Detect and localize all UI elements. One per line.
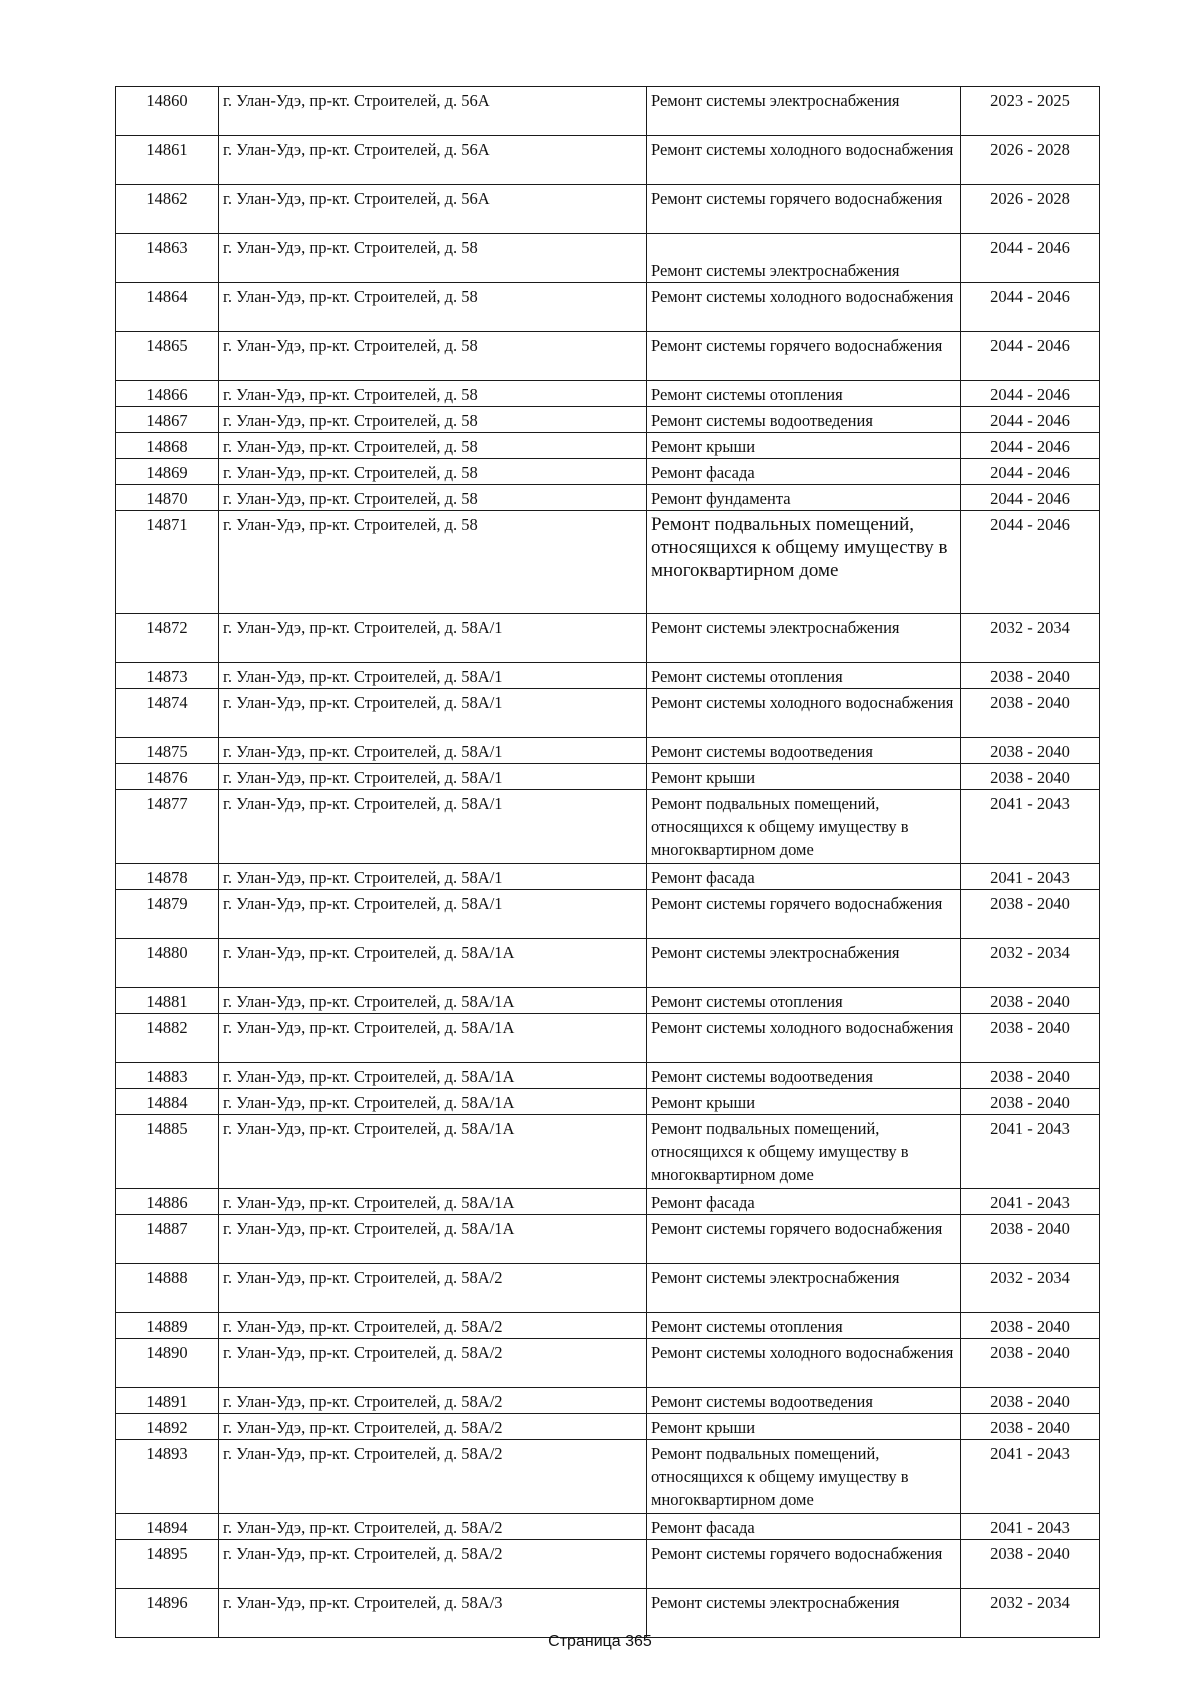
row-work-type: Ремонт системы электроснабжения: [647, 614, 961, 663]
row-work-type: Ремонт системы электроснабжения: [647, 234, 961, 283]
row-period: 2023 - 2025: [961, 87, 1100, 136]
row-work-type: Ремонт фундамента: [647, 485, 961, 511]
table-row: [116, 1063, 1100, 1089]
table-row: [116, 764, 1100, 790]
table-body: [116, 87, 1100, 1638]
row-address: г. Улан-Удэ, пр-кт. Строителей, д. 58А/1А: [219, 1014, 647, 1063]
table-row: [116, 1339, 1100, 1388]
table-row: [116, 433, 1100, 459]
row-work-type: Ремонт фасада: [647, 864, 961, 890]
row-period: 2038 - 2040: [961, 764, 1100, 790]
row-address: г. Улан-Удэ, пр-кт. Строителей, д. 58А/1А: [219, 988, 647, 1014]
row-number: 14883: [116, 1063, 219, 1089]
row-period: 2038 - 2040: [961, 1414, 1100, 1440]
row-number: 14873: [116, 663, 219, 689]
table-row: [116, 939, 1100, 988]
row-address: г. Улан-Удэ, пр-кт. Строителей, д. 58А/1А: [219, 939, 647, 988]
row-work-type: Ремонт крыши: [647, 1414, 961, 1440]
row-number: 14895: [116, 1540, 219, 1589]
row-work-type: Ремонт системы водоотведения: [647, 738, 961, 764]
row-period: 2044 - 2046: [961, 381, 1100, 407]
page-number: Страница 365: [548, 1633, 652, 1650]
row-work-type: Ремонт системы холодного водоснабжения: [647, 689, 961, 738]
row-number: 14877: [116, 790, 219, 864]
row-period: 2044 - 2046: [961, 433, 1100, 459]
row-period: 2038 - 2040: [961, 1388, 1100, 1414]
row-period: 2044 - 2046: [961, 511, 1100, 614]
row-address: г. Улан-Удэ, пр-кт. Строителей, д. 58А/1: [219, 790, 647, 864]
table-row: [116, 790, 1100, 864]
row-number: 14892: [116, 1414, 219, 1440]
row-number: 14881: [116, 988, 219, 1014]
row-number: 14865: [116, 332, 219, 381]
row-period: 2032 - 2034: [961, 1264, 1100, 1313]
row-period: 2026 - 2028: [961, 185, 1100, 234]
table-row: [116, 1189, 1100, 1215]
table-row: [116, 1014, 1100, 1063]
row-address: г. Улан-Удэ, пр-кт. Строителей, д. 58А/2: [219, 1540, 647, 1589]
row-work-type: Ремонт системы горячего водоснабжения: [647, 890, 961, 939]
row-work-type: Ремонт системы электроснабжения: [647, 1589, 961, 1638]
row-number: 14894: [116, 1514, 219, 1540]
row-address: г. Улан-Удэ, пр-кт. Строителей, д. 58А/2: [219, 1514, 647, 1540]
table-row: [116, 738, 1100, 764]
row-number: 14867: [116, 407, 219, 433]
row-number: 14869: [116, 459, 219, 485]
row-period: 2044 - 2046: [961, 485, 1100, 511]
row-work-type: Ремонт системы горячего водоснабжения: [647, 1540, 961, 1589]
row-number: 14891: [116, 1388, 219, 1414]
row-address: г. Улан-Удэ, пр-кт. Строителей, д. 58А/2: [219, 1388, 647, 1414]
row-address: г. Улан-Удэ, пр-кт. Строителей, д. 58А/1: [219, 864, 647, 890]
table-row: [116, 988, 1100, 1014]
row-address: г. Улан-Удэ, пр-кт. Строителей, д. 58А/1: [219, 663, 647, 689]
table-row: [116, 1440, 1100, 1514]
table-row: [116, 407, 1100, 433]
row-number: 14890: [116, 1339, 219, 1388]
row-work-type: Ремонт фасада: [647, 1189, 961, 1215]
row-work-type: Ремонт подвальных помещений, относящихся к общему имуществу в многоквартирном доме: [647, 1115, 961, 1189]
row-address: г. Улан-Удэ, пр-кт. Строителей, д. 58А/1: [219, 764, 647, 790]
row-address: г. Улан-Удэ, пр-кт. Строителей, д. 58: [219, 381, 647, 407]
table-row: [116, 1313, 1100, 1339]
row-work-type: Ремонт крыши: [647, 764, 961, 790]
row-number: 14860: [116, 87, 219, 136]
row-period: 2044 - 2046: [961, 234, 1100, 283]
row-address: г. Улан-Удэ, пр-кт. Строителей, д. 58: [219, 283, 647, 332]
row-number: 14861: [116, 136, 219, 185]
row-period: 2044 - 2046: [961, 332, 1100, 381]
row-address: г. Улан-Удэ, пр-кт. Строителей, д. 58А/3: [219, 1589, 647, 1638]
row-work-type: Ремонт подвальных помещений, относящихся к общему имуществу в многоквартирном доме: [647, 511, 961, 614]
table-row: [116, 511, 1100, 614]
row-number: 14884: [116, 1089, 219, 1115]
row-number: 14896: [116, 1589, 219, 1638]
row-period: 2041 - 2043: [961, 864, 1100, 890]
row-address: г. Улан-Удэ, пр-кт. Строителей, д. 58: [219, 332, 647, 381]
table-row: [116, 1115, 1100, 1189]
table-row: [116, 614, 1100, 663]
row-address: г. Улан-Удэ, пр-кт. Строителей, д. 58: [219, 459, 647, 485]
row-number: 14887: [116, 1215, 219, 1264]
row-number: 14885: [116, 1115, 219, 1189]
row-address: г. Улан-Удэ, пр-кт. Строителей, д. 58А/2: [219, 1264, 647, 1313]
row-work-type: Ремонт системы холодного водоснабжения: [647, 1339, 961, 1388]
row-address: г. Улан-Удэ, пр-кт. Строителей, д. 58А/1А: [219, 1063, 647, 1089]
row-address: г. Улан-Удэ, пр-кт. Строителей, д. 58А/2: [219, 1414, 647, 1440]
row-number: 14886: [116, 1189, 219, 1215]
row-address: г. Улан-Удэ, пр-кт. Строителей, д. 56А: [219, 185, 647, 234]
row-number: 14880: [116, 939, 219, 988]
row-period: 2038 - 2040: [961, 1215, 1100, 1264]
row-period: 2044 - 2046: [961, 459, 1100, 485]
row-work-type: Ремонт системы горячего водоснабжения: [647, 185, 961, 234]
row-work-type: Ремонт системы отопления: [647, 381, 961, 407]
row-work-type: Ремонт крыши: [647, 433, 961, 459]
row-address: г. Улан-Удэ, пр-кт. Строителей, д. 58: [219, 433, 647, 459]
table-row: [116, 87, 1100, 136]
row-address: г. Улан-Удэ, пр-кт. Строителей, д. 58: [219, 407, 647, 433]
table-row: [116, 234, 1100, 283]
row-period: 2038 - 2040: [961, 1063, 1100, 1089]
row-work-type: Ремонт системы отопления: [647, 988, 961, 1014]
row-period: 2041 - 2043: [961, 1189, 1100, 1215]
row-address: г. Улан-Удэ, пр-кт. Строителей, д. 58А/1А: [219, 1215, 647, 1264]
row-work-type: Ремонт подвальных помещений, относящихся к общему имуществу в многоквартирном доме: [647, 790, 961, 864]
row-work-type: Ремонт системы водоотведения: [647, 1063, 961, 1089]
row-work-type: Ремонт системы электроснабжения: [647, 1264, 961, 1313]
table-row: [116, 1388, 1100, 1414]
row-period: 2041 - 2043: [961, 1115, 1100, 1189]
row-number: 14882: [116, 1014, 219, 1063]
table-row: [116, 185, 1100, 234]
row-address: г. Улан-Удэ, пр-кт. Строителей, д. 58: [219, 485, 647, 511]
row-address: г. Улан-Удэ, пр-кт. Строителей, д. 58А/1А: [219, 1089, 647, 1115]
row-period: 2038 - 2040: [961, 738, 1100, 764]
table-row: [116, 1540, 1100, 1589]
row-number: 14871: [116, 511, 219, 614]
row-period: 2038 - 2040: [961, 1313, 1100, 1339]
row-work-type: Ремонт системы отопления: [647, 1313, 961, 1339]
row-number: 14866: [116, 381, 219, 407]
row-period: 2044 - 2046: [961, 407, 1100, 433]
row-period: 2038 - 2040: [961, 1089, 1100, 1115]
table-row: [116, 1215, 1100, 1264]
table-row: [116, 1514, 1100, 1540]
table-row: [116, 136, 1100, 185]
row-number: 14889: [116, 1313, 219, 1339]
row-period: 2038 - 2040: [961, 890, 1100, 939]
row-number: 14874: [116, 689, 219, 738]
row-period: 2038 - 2040: [961, 1014, 1100, 1063]
row-number: 14870: [116, 485, 219, 511]
row-work-type: Ремонт фасада: [647, 459, 961, 485]
row-address: г. Улан-Удэ, пр-кт. Строителей, д. 58А/2: [219, 1440, 647, 1514]
row-address: г. Улан-Удэ, пр-кт. Строителей, д. 56А: [219, 136, 647, 185]
row-work-type: Ремонт системы холодного водоснабжения: [647, 283, 961, 332]
row-address: г. Улан-Удэ, пр-кт. Строителей, д. 58А/1: [219, 738, 647, 764]
row-period: 2032 - 2034: [961, 614, 1100, 663]
row-address: г. Улан-Удэ, пр-кт. Строителей, д. 58А/2: [219, 1313, 647, 1339]
row-period: 2041 - 2043: [961, 790, 1100, 864]
row-work-type: Ремонт системы водоотведения: [647, 407, 961, 433]
row-address: г. Улан-Удэ, пр-кт. Строителей, д. 58А/1А: [219, 1115, 647, 1189]
row-work-type: Ремонт подвальных помещений, относящихся к общему имуществу в многоквартирном доме: [647, 1440, 961, 1514]
row-work-type: Ремонт системы электроснабжения: [647, 939, 961, 988]
row-number: 14879: [116, 890, 219, 939]
table-row: [116, 689, 1100, 738]
row-work-type: Ремонт системы холодного водоснабжения: [647, 1014, 961, 1063]
row-number: 14893: [116, 1440, 219, 1514]
repair-schedule-table: [115, 86, 1100, 1638]
row-work-type: Ремонт фасада: [647, 1514, 961, 1540]
table-row: [116, 485, 1100, 511]
table-row: [116, 283, 1100, 332]
row-address: г. Улан-Удэ, пр-кт. Строителей, д. 58: [219, 234, 647, 283]
row-work-type: Ремонт системы отопления: [647, 663, 961, 689]
table-row: [116, 864, 1100, 890]
row-address: г. Улан-Удэ, пр-кт. Строителей, д. 58: [219, 511, 647, 614]
row-number: 14863: [116, 234, 219, 283]
table-row: [116, 890, 1100, 939]
row-address: г. Улан-Удэ, пр-кт. Строителей, д. 58А/1: [219, 890, 647, 939]
row-period: 2038 - 2040: [961, 988, 1100, 1014]
row-number: 14864: [116, 283, 219, 332]
row-address: г. Улан-Удэ, пр-кт. Строителей, д. 58А/1: [219, 614, 647, 663]
row-work-type: Ремонт крыши: [647, 1089, 961, 1115]
row-period: 2038 - 2040: [961, 1339, 1100, 1388]
row-number: 14872: [116, 614, 219, 663]
row-period: 2032 - 2034: [961, 1589, 1100, 1638]
row-period: 2038 - 2040: [961, 663, 1100, 689]
row-number: 14875: [116, 738, 219, 764]
row-period: 2041 - 2043: [961, 1440, 1100, 1514]
row-address: г. Улан-Удэ, пр-кт. Строителей, д. 58А/1: [219, 689, 647, 738]
row-address: г. Улан-Удэ, пр-кт. Строителей, д. 58А/1А: [219, 1189, 647, 1215]
table-row: [116, 1264, 1100, 1313]
table-row: [116, 332, 1100, 381]
row-work-type: Ремонт системы водоотведения: [647, 1388, 961, 1414]
row-work-type: Ремонт системы электроснабжения: [647, 87, 961, 136]
table-row: [116, 1589, 1100, 1638]
row-number: 14888: [116, 1264, 219, 1313]
row-address: г. Улан-Удэ, пр-кт. Строителей, д. 56А: [219, 87, 647, 136]
table-row: [116, 1089, 1100, 1115]
row-address: г. Улан-Удэ, пр-кт. Строителей, д. 58А/2: [219, 1339, 647, 1388]
row-work-type: Ремонт системы горячего водоснабжения: [647, 332, 961, 381]
table-row: [116, 381, 1100, 407]
row-number: 14878: [116, 864, 219, 890]
row-period: 2038 - 2040: [961, 1540, 1100, 1589]
row-number: 14868: [116, 433, 219, 459]
table-row: [116, 459, 1100, 485]
row-work-type: Ремонт системы горячего водоснабжения: [647, 1215, 961, 1264]
row-work-type: Ремонт системы холодного водоснабжения: [647, 136, 961, 185]
row-number: 14876: [116, 764, 219, 790]
row-period: 2044 - 2046: [961, 283, 1100, 332]
row-period: 2026 - 2028: [961, 136, 1100, 185]
table-row: [116, 663, 1100, 689]
row-period: 2041 - 2043: [961, 1514, 1100, 1540]
row-period: 2038 - 2040: [961, 689, 1100, 738]
row-period: 2032 - 2034: [961, 939, 1100, 988]
row-number: 14862: [116, 185, 219, 234]
table-row: [116, 1414, 1100, 1440]
